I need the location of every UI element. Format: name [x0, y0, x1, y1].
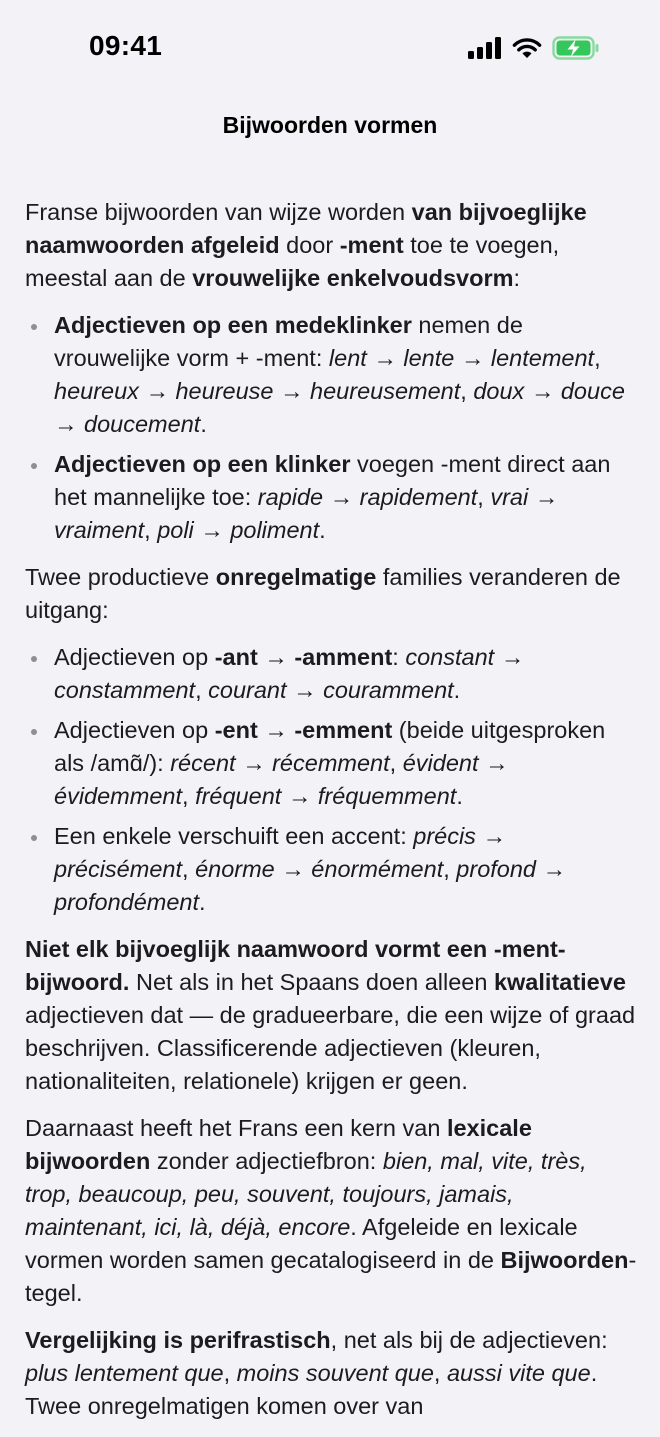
list-item: Een enkele verschuift een accent: précis → précisément, énorme → énormément, profond → profondément.	[25, 820, 639, 919]
adverbs-tile-reference: Bijwoorden	[500, 1247, 629, 1273]
battery-charging-icon	[552, 36, 600, 60]
article-content	[25, 196, 639, 1437]
paragraph-qualitative: Niet elk bijvoeglijk naamwoord vormt een -ment-bijwoord. Net als in het Spaans doen alleen kwalitatieve adjectieven dat — de gradueerbare, die een wijze of graad beschrijven. Classificerende adjectieven (kleuren, nationaliteiten, relationele) krijgen er geen.	[25, 936, 636, 1094]
list-item: Adjectieven op -ent → -emment (beide uitgesproken als /amɑ̃/): récent → récemment, évident → évidemment, fréquent → fréquemment.	[25, 714, 639, 813]
status-icons	[468, 36, 600, 60]
status-bar	[0, 0, 660, 96]
list-regular-rules	[25, 309, 639, 547]
status-time: 09:41	[89, 30, 163, 61]
paragraph-comparison: Vergelijking is perifrastisch, net als bij de adjectieven: plus lentement que, moins souvent que, aussi vite que. Twee onregelmatigen komen over van	[25, 1327, 608, 1419]
paragraph-intro: Franse bijwoorden van wijze worden van bijvoeglijke naamwoorden afgeleid door -ment toe te voegen, meestal aan de vrouwelijke enkelvoudsvorm:	[25, 199, 587, 291]
paragraph-irregular: Twee productieve onregelmatige families veranderen de uitgang:	[25, 564, 621, 623]
cellular-signal-icon	[468, 37, 502, 59]
wifi-icon	[512, 37, 542, 59]
paragraph-lexical: Daarnaast heeft het Frans een kern van lexicale bijwoorden zonder adjectiefbron: bien, mal, vite, très, trop, beaucoup, peu, souvent, toujours, jamais, maintenant, ici, là, déjà, encore. Afgeleide en lexicale vormen worden samen gecatalogiseerd in de Bijwoorden-tegel.	[25, 1115, 637, 1306]
list-item: Adjectieven op -ant → -amment: constant → constamment, courant → couramment.	[25, 641, 639, 707]
list-irregular-families	[25, 641, 639, 919]
page-title: Bijwoorden vormen	[222, 112, 438, 138]
list-item: Adjectieven op een klinker voegen -ment direct aan het mannelijke toe: rapide → rapidement, vrai → vraiment, poli → poliment.	[25, 448, 639, 547]
list-item: Adjectieven op een medeklinker nemen de vrouwelijke vorm + -ment: lent → lente → lentement, heureux → heureuse → heureusement, doux → douce → doucement.	[25, 309, 639, 441]
